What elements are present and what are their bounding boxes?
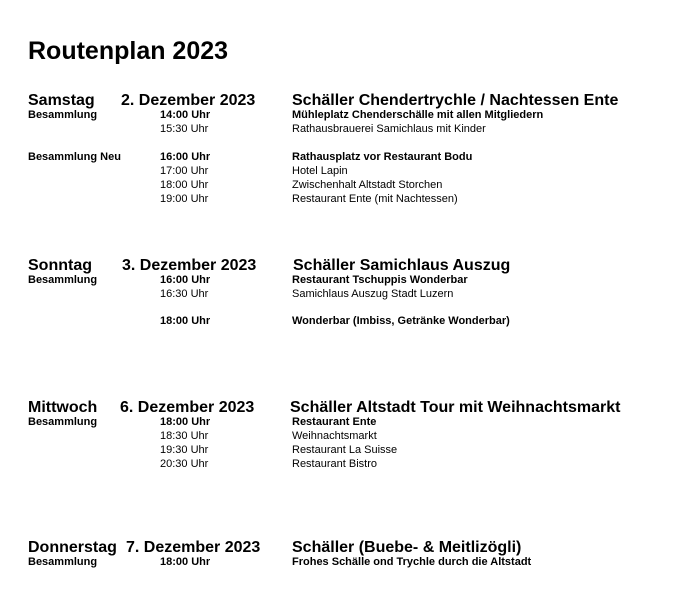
row-label: Besammlung <box>28 556 98 568</box>
row-place: Rathausplatz vor Restaurant Bodu <box>292 151 473 163</box>
row-place: Rathausbrauerei Samichlaus mit Kinder <box>292 123 486 135</box>
row-label: Besammlung <box>28 274 98 286</box>
section-date: 6. Dezember 2023 <box>120 399 255 416</box>
row-label: Besammlung Neu <box>28 151 121 163</box>
row-time: 16:00 Uhr <box>160 274 211 286</box>
section-day: Samstag <box>28 92 95 109</box>
row-time: 18:00 Uhr <box>160 556 211 568</box>
row-time: 18:00 Uhr <box>160 179 209 191</box>
row-label: Besammlung <box>28 416 98 428</box>
row-time: 15:30 Uhr <box>160 123 209 135</box>
row-time: 19:00 Uhr <box>160 193 209 205</box>
row-time: 16:00 Uhr <box>160 151 211 163</box>
row-time: 18:00 Uhr <box>160 416 211 428</box>
row-place: Restaurant Ente (mit Nachtessen) <box>292 193 458 205</box>
row-time: 16:30 Uhr <box>160 288 209 300</box>
row-place: Hotel Lapin <box>292 165 348 177</box>
section-event-title: Schäller Samichlaus Auszug <box>293 257 511 274</box>
row-time: 14:00 Uhr <box>160 109 211 121</box>
section-date: 2. Dezember 2023 <box>121 92 256 109</box>
row-place: Restaurant Ente <box>292 416 377 428</box>
section-day: Sonntag <box>28 257 92 274</box>
section-event-title: Schäller (Buebe- & Meitlizögli) <box>292 539 522 556</box>
section-event-title: Schäller Altstadt Tour mit Weihnachtsmarkt <box>290 399 621 416</box>
section-day: Mittwoch <box>28 399 98 416</box>
section-date: 7. Dezember 2023 <box>126 539 261 556</box>
row-place: Restaurant La Suisse <box>292 444 398 456</box>
row-time: 20:30 Uhr <box>160 458 209 470</box>
row-time: 18:00 Uhr <box>160 315 211 327</box>
row-place: Restaurant Tschuppis Wonderbar <box>292 274 468 286</box>
row-place: Wonderbar (Imbiss, Getränke Wonderbar) <box>292 315 510 327</box>
row-place: Mühleplatz Chenderschälle mit allen Mitgliedern <box>292 109 544 121</box>
page-title: Routenplan 2023 <box>28 37 229 65</box>
section-date: 3. Dezember 2023 <box>122 257 257 274</box>
row-time: 19:30 Uhr <box>160 444 209 456</box>
row-time: 18:30 Uhr <box>160 430 209 442</box>
section-event-title: Schäller Chendertrychle / Nachtessen Ente <box>292 92 619 109</box>
row-place: Weihnachtsmarkt <box>292 430 377 442</box>
row-place: Restaurant Bistro <box>292 458 377 470</box>
row-place: Samichlaus Auszug Stadt Luzern <box>292 288 454 300</box>
section-day: Donnerstag <box>28 539 117 556</box>
row-place: Frohes Schälle ond Trychle durch die Altstadt <box>292 556 532 568</box>
row-time: 17:00 Uhr <box>160 165 209 177</box>
row-label: Besammlung <box>28 109 98 121</box>
row-place: Zwischenhalt Altstadt Storchen <box>292 179 443 191</box>
